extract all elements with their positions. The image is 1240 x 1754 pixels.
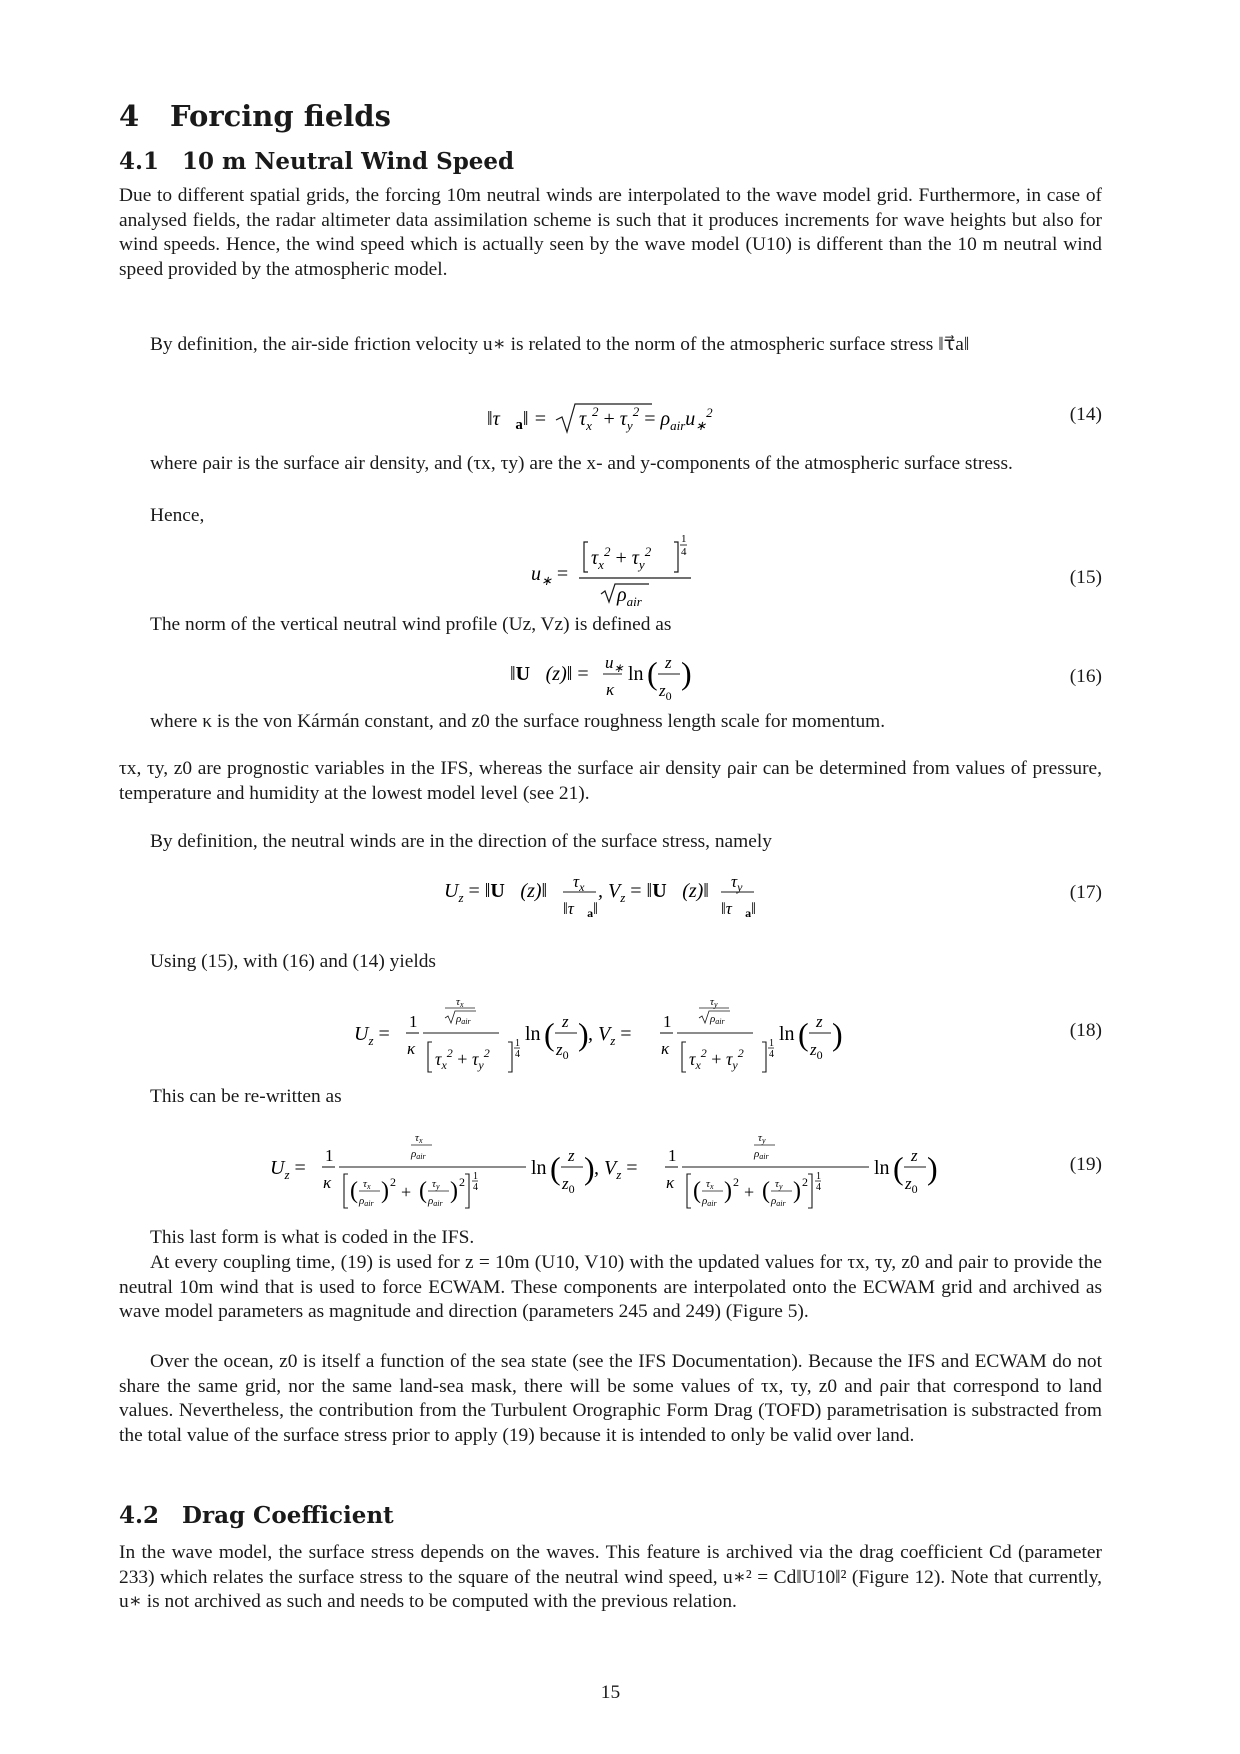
svg-text:1: 1 bbox=[769, 1038, 774, 1049]
svg-text:ln: ln bbox=[628, 663, 644, 685]
svg-text:z: z bbox=[816, 1012, 823, 1031]
paragraph-4: Hence, bbox=[150, 505, 205, 526]
svg-text:1: 1 bbox=[681, 533, 687, 545]
paragraph-8: By definition, the neutral winds are in the direction of the surface stress, namely bbox=[150, 831, 772, 852]
svg-text:κ: κ bbox=[666, 1173, 675, 1192]
svg-text:): ) bbox=[681, 655, 692, 691]
svg-text:4: 4 bbox=[816, 1182, 821, 1193]
svg-text:z0: $z_0$ bbox=[562, 1174, 575, 1196]
equation-number: (19) bbox=[1069, 1154, 1102, 1175]
subsection-number: 4.2 bbox=[119, 1502, 160, 1529]
svg-text:): ) bbox=[927, 1150, 938, 1186]
svg-text:1: 1 bbox=[325, 1146, 334, 1165]
svg-text:, Vz =: , $V_z$ = bbox=[588, 1023, 632, 1048]
svg-text:ln: ln bbox=[874, 1157, 890, 1179]
svg-text:): ) bbox=[450, 1178, 458, 1204]
svg-text:z: z bbox=[911, 1146, 918, 1165]
section-heading bbox=[119, 99, 391, 133]
svg-text:ρair: ρair bbox=[771, 1195, 786, 1208]
section-number: 4 bbox=[119, 99, 140, 133]
svg-text:4: 4 bbox=[473, 1182, 478, 1193]
svg-text:‖U⃗(z)‖ =: ‖U⃗(z)‖ = bbox=[510, 663, 589, 685]
paragraph-11: This last form is what is coded in the IFS. bbox=[150, 1227, 475, 1248]
svg-text:): ) bbox=[381, 1178, 389, 1204]
svg-text:τx: τx bbox=[456, 996, 464, 1009]
equation-19-formula bbox=[119, 1124, 1102, 1216]
svg-text:τy: τy bbox=[758, 1132, 766, 1145]
svg-text:κ: κ bbox=[661, 1039, 670, 1058]
svg-text:Uz =: $U_z$ = bbox=[270, 1157, 306, 1182]
equation-number: (18) bbox=[1069, 1020, 1102, 1041]
equation-19-left bbox=[270, 1132, 638, 1208]
svg-text:ρair: ρair bbox=[456, 1013, 471, 1026]
page-number: 15 bbox=[600, 1682, 621, 1703]
svg-text:ln: ln bbox=[525, 1023, 541, 1045]
svg-text:, Vz = ‖U⃗(z)‖: , $V_z$ = ‖U⃗(z)‖ bbox=[598, 880, 709, 905]
paragraph-13: Over the ocean, z0 is itself a function of the sea state (see the IFS Documentation). Because the IFS and ECWAM do not share the same grid, nor the same land-sea mask, there will be some values of τx, τy, z0 and ρair that correspond to land values. Nevertheless, the contribution from the Turbulent Orographic Form Drag (TOFD) parametrisation is substracted from the total value of the surface stress prior to apply (19) because it is intended to only be valid over land. bbox=[119, 1351, 1102, 1447]
svg-text:ρair: ρair bbox=[710, 1013, 725, 1026]
svg-text:1: 1 bbox=[473, 1171, 478, 1182]
equation-18 bbox=[119, 990, 1102, 1080]
svg-text:ρair: $\rho_{air}$ bbox=[617, 584, 642, 608]
svg-text:τx2 + τy2 = ρairu∗2: $\tau_x^2 + \tau_y^2 = \rho_{air}u_∗^2$ bbox=[579, 404, 713, 433]
subsection-title: Drag Coefficient bbox=[182, 1502, 394, 1529]
svg-text:(: ( bbox=[893, 1150, 904, 1186]
equation-17 bbox=[119, 862, 1102, 926]
svg-text:κ: κ bbox=[407, 1039, 416, 1058]
subsection-heading-4-2 bbox=[119, 1502, 394, 1529]
equation-19-right bbox=[665, 1132, 938, 1208]
svg-text:ρair: ρair bbox=[359, 1195, 374, 1208]
equation-15-formula bbox=[119, 528, 1102, 608]
svg-text:2: 2 bbox=[802, 1175, 808, 1189]
svg-text:τx: τx bbox=[706, 1178, 714, 1191]
svg-text:(: ( bbox=[798, 1016, 809, 1052]
svg-text:(: ( bbox=[762, 1178, 770, 1204]
svg-text:+: + bbox=[401, 1182, 412, 1202]
equation-number: (16) bbox=[1069, 666, 1102, 687]
svg-text:ρair: ρair bbox=[754, 1148, 769, 1161]
subsection-number: 4.1 bbox=[119, 148, 160, 175]
svg-text:z0: $z_0$ bbox=[810, 1040, 823, 1062]
svg-text:z: z bbox=[665, 653, 672, 672]
svg-text:τy: $\tau_y$ bbox=[731, 872, 743, 894]
section-title: Forcing fields bbox=[170, 99, 391, 133]
paragraph-2: By definition, the air-side friction velocity u∗ is related to the norm of the atmospheric surface stress ‖τ⃗a‖ bbox=[150, 334, 970, 355]
svg-text:2: 2 bbox=[733, 1175, 739, 1189]
svg-text:‖τ⃗a‖ =: $‖\tau⃗_a‖$ = bbox=[487, 408, 547, 433]
svg-text:‖τ⃗a‖: ‖τ⃗a‖ bbox=[563, 899, 598, 920]
svg-text:(: ( bbox=[550, 1150, 561, 1186]
svg-text:τy: τy bbox=[710, 996, 718, 1009]
svg-text:ln: ln bbox=[779, 1023, 795, 1045]
equation-number: (15) bbox=[1069, 567, 1102, 588]
svg-text:κ: κ bbox=[606, 680, 615, 699]
svg-text:(: ( bbox=[419, 1178, 427, 1204]
subsection-heading-4-1 bbox=[119, 148, 514, 175]
svg-text:z: z bbox=[568, 1146, 575, 1165]
svg-text:1: 1 bbox=[668, 1146, 677, 1165]
svg-text:τx: τx bbox=[415, 1132, 423, 1145]
equation-16 bbox=[119, 646, 1102, 706]
equation-19 bbox=[119, 1124, 1102, 1216]
svg-text:1: 1 bbox=[409, 1012, 418, 1031]
svg-text:2: 2 bbox=[390, 1175, 396, 1189]
svg-text:τx2 + τy2: $\tau_x^2 + \tau_y^2$ bbox=[435, 1046, 490, 1072]
paragraph-10: This can be re-written as bbox=[150, 1086, 342, 1107]
svg-text:): ) bbox=[578, 1016, 589, 1052]
svg-text:1: 1 bbox=[663, 1012, 672, 1031]
svg-text:Uz =: $U_z$ = bbox=[354, 1023, 390, 1048]
svg-text:Uz = ‖U⃗(z)‖: $U_z$ = ‖U⃗(z)‖ bbox=[444, 880, 548, 905]
paper-page bbox=[119, 0, 1102, 1754]
paragraph-12: At every coupling time, (19) is used for z = 10m (U10, V10) with the updated values for τx, τy, z0 and ρair to provide the neutral 10m wind that is used to force ECWAM. These components are interpolated onto the ECWAM grid and archived as wave model parameters as magnitude and direction (parameters 245 and 249) (Figure 5). bbox=[119, 1252, 1102, 1323]
svg-text:‖τ⃗a‖: ‖τ⃗a‖ bbox=[721, 899, 756, 920]
svg-text:2: 2 bbox=[459, 1175, 465, 1189]
svg-text:ρair: ρair bbox=[702, 1195, 717, 1208]
svg-text:): ) bbox=[584, 1150, 595, 1186]
paragraph-6: where κ is the von Kármán constant, and z0 the surface roughness length scale for momentum. bbox=[150, 711, 886, 732]
svg-text:τx2 + τy2: $\tau_x^2 + \tau_y^2$ bbox=[689, 1046, 744, 1072]
equation-15 bbox=[119, 528, 1102, 608]
paragraph-9: Using (15), with (16) and (14) yields bbox=[150, 951, 436, 972]
equation-number: (17) bbox=[1069, 882, 1102, 903]
svg-text:4: 4 bbox=[515, 1049, 520, 1060]
svg-text:z: z bbox=[562, 1012, 569, 1031]
paragraph-14: In the wave model, the surface stress depends on the waves. This feature is archived via the drag coefficient Cd (parameter 233) which relates the surface stress to the square of the neutral wind speed, u∗² = Cd‖U10‖² (Figure 12). Note that currently, u∗ is not archived as such and needs to be computed with the previous relation. bbox=[119, 1542, 1102, 1613]
svg-text:τx: $\tau_x$ bbox=[573, 872, 585, 894]
paragraph-1: Due to different spatial grids, the forcing 10m neutral winds are interpolated to the wave model grid. Furthermore, in case of analysed fields, the radar altimeter data assimilation scheme is such that it produces increments for wave heights but also for wind speeds. Hence, the wind speed which is actually seen by the wave model (U10) is different than the 10 m neutral wind speed provided by the atmospheric model. bbox=[119, 185, 1102, 281]
svg-text:(: ( bbox=[350, 1178, 358, 1204]
equation-17-formula bbox=[119, 862, 1102, 926]
svg-text:(: ( bbox=[693, 1178, 701, 1204]
svg-text:+: + bbox=[744, 1182, 755, 1202]
svg-text:): ) bbox=[724, 1178, 732, 1204]
svg-text:τy: τy bbox=[775, 1178, 783, 1191]
paragraph-3: where ρair is the surface air density, and (τx, τy) are the x- and y-components of the atmospheric surface stress. bbox=[150, 453, 1013, 474]
svg-text:1: 1 bbox=[515, 1038, 520, 1049]
svg-text:, Vz =: , $V_z$ = bbox=[594, 1157, 638, 1182]
svg-text:z0: $z_0$ bbox=[556, 1040, 569, 1062]
svg-text:ln: ln bbox=[531, 1157, 547, 1179]
svg-text:z0: $z_0$ bbox=[905, 1174, 918, 1196]
equation-18-left bbox=[354, 996, 632, 1072]
svg-text:τx2 + τy2: $\tau_x^2 + \tau_y^2$ bbox=[591, 544, 652, 572]
svg-text:): ) bbox=[832, 1016, 843, 1052]
subsection-title: 10 m Neutral Wind Speed bbox=[182, 148, 515, 175]
paragraph-7: τx, τy, z0 are prognostic variables in the IFS, whereas the surface air density ρair can be determined from values of pressure, temperature and humidity at the lowest model level (see 21). bbox=[119, 758, 1102, 804]
equation-14 bbox=[119, 398, 1102, 438]
svg-text:u∗: $u_∗$ bbox=[605, 653, 624, 675]
equation-16-formula bbox=[119, 646, 1102, 706]
svg-text:ρair: ρair bbox=[411, 1148, 426, 1161]
equation-18-formula bbox=[119, 990, 1102, 1080]
svg-text:ρair: ρair bbox=[428, 1195, 443, 1208]
svg-text:(: ( bbox=[647, 655, 658, 691]
svg-text:(: ( bbox=[544, 1016, 555, 1052]
svg-text:z0: $z_0$ bbox=[659, 681, 672, 703]
svg-text:4: 4 bbox=[769, 1049, 774, 1060]
svg-text:u∗ =: $u_∗$ = bbox=[531, 563, 569, 588]
svg-text:τy: τy bbox=[432, 1178, 440, 1191]
equation-14-formula bbox=[119, 398, 1102, 438]
svg-text:4: 4 bbox=[681, 546, 687, 558]
svg-text:1: 1 bbox=[816, 1171, 821, 1182]
paragraph-5: The norm of the vertical neutral wind profile (Uz, Vz) is defined as bbox=[150, 614, 672, 635]
svg-text:τx: τx bbox=[363, 1178, 371, 1191]
equation-18-right bbox=[660, 996, 843, 1072]
svg-text:): ) bbox=[793, 1178, 801, 1204]
svg-text:κ: κ bbox=[323, 1173, 332, 1192]
equation-number: (14) bbox=[1069, 404, 1102, 425]
